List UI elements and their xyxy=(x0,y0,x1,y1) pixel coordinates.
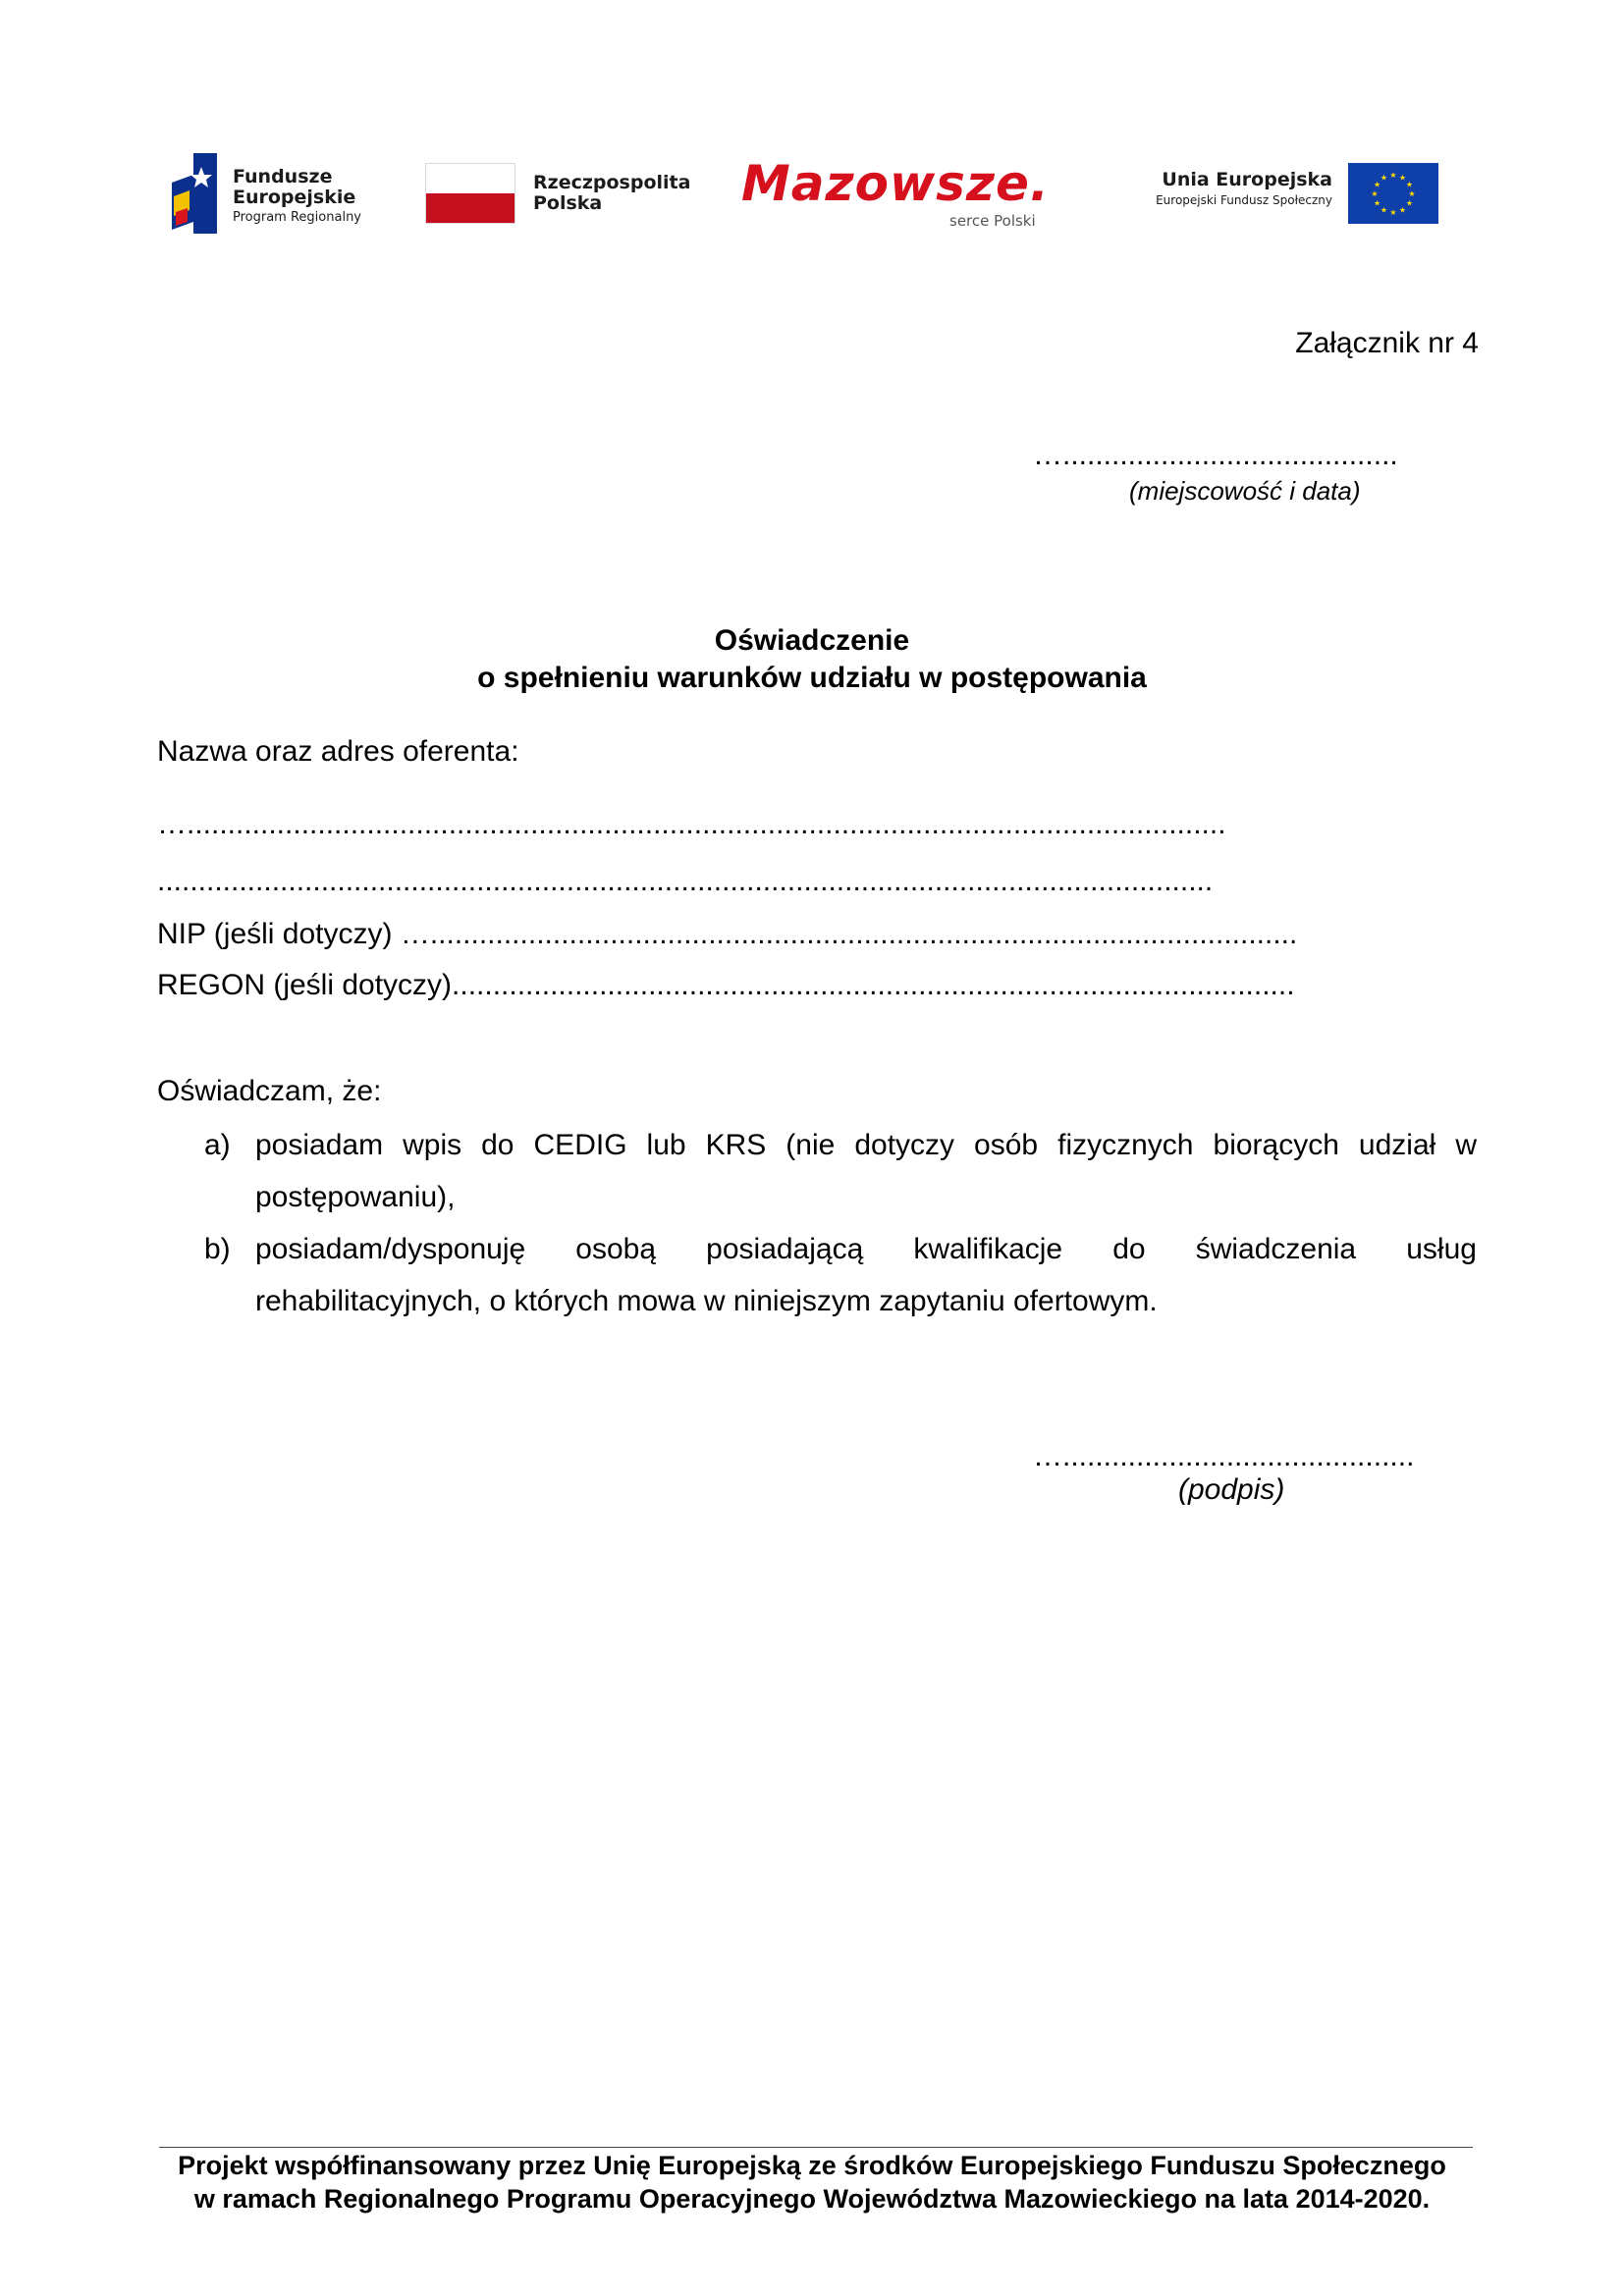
eu-star-icon: ★ xyxy=(1371,189,1379,198)
eu-star-icon: ★ xyxy=(1389,208,1397,217)
title-line-2: o spełnieniu warunków udziału w postępowania xyxy=(477,662,1147,694)
eu-star-icon: ★ xyxy=(1373,180,1381,189)
item-b-line-1 xyxy=(255,1223,1477,1275)
ue-line-1: Unia Europejska xyxy=(1162,169,1332,190)
declaration-item-b xyxy=(204,1223,1477,1327)
signature-field: …........................................... xyxy=(1033,1440,1415,1472)
nip-field: NIP (jeśli dotyczy) ….......................................................................................................... xyxy=(157,918,1298,950)
place-date-caption: (miejscowość i data) xyxy=(1129,476,1361,506)
rp-line-2: Polska xyxy=(533,192,603,214)
footer-line-1: Projekt współfinansowany przez Unię Europejską ze środków Europejskiego Funduszu Społecznego xyxy=(178,2151,1446,2180)
eu-star-icon: ★ xyxy=(1398,205,1407,215)
fe-line-2: Europejskie xyxy=(233,187,356,208)
item-b-word: usług xyxy=(1406,1233,1477,1265)
item-b-word: posiadającą xyxy=(706,1233,864,1265)
place-date-field: …......................................... xyxy=(1033,439,1398,471)
offeror-fill-line-1: …............................................................................................................................... xyxy=(157,808,1226,840)
item-b-word: posiadam/dysponuję xyxy=(255,1233,526,1265)
declaration-intro: Oświadczam, że: xyxy=(157,1075,382,1107)
footer-divider xyxy=(159,2147,1473,2148)
declaration-item-a xyxy=(204,1119,1477,1223)
item-b-word: osobą xyxy=(575,1233,657,1265)
fe-line-1: Fundusze xyxy=(233,166,333,187)
eu-star-icon: ★ xyxy=(1405,198,1414,208)
eu-star-icon: ★ xyxy=(1389,171,1397,180)
offeror-fill-line-2: ................................................................................................................................. xyxy=(157,865,1214,897)
fundusze-europejskie-emblem-icon xyxy=(172,153,221,234)
item-b-word: świadczenia xyxy=(1195,1233,1357,1265)
rp-line-1: Rzeczpospolita xyxy=(533,172,691,193)
item-a-marker: a) xyxy=(204,1129,231,1161)
rzeczpospolita-polska-logo xyxy=(425,163,720,232)
footer-line-2: w ramach Regionalnego Programu Operacyjnego Województwa Mazowieckiego na lata 2014-2020. xyxy=(193,2184,1431,2214)
item-b-word: kwalifikacje xyxy=(913,1233,1063,1265)
item-a-text: posiadam wpis do CEDIG lub KRS (nie dotyczy osób fizycznych biorących udział w postępowaniu), xyxy=(255,1129,1477,1213)
fundusze-europejskie-logo xyxy=(172,153,407,234)
unia-europejska-logo xyxy=(1105,163,1438,232)
document-title xyxy=(0,622,1624,697)
eu-flag-icon xyxy=(1348,163,1438,224)
mazowsze-tagline: serce Polski xyxy=(949,212,1036,230)
annex-number: Załącznik nr 4 xyxy=(1295,327,1479,359)
item-b-marker: b) xyxy=(204,1233,231,1265)
signature-caption: (podpis) xyxy=(1178,1473,1285,1506)
eu-star-icon: ★ xyxy=(1405,180,1414,189)
eu-star-icon: ★ xyxy=(1398,173,1407,183)
mazowsze-wordmark: Mazowsze. xyxy=(741,155,1050,212)
offeror-name-label: Nazwa oraz adres oferenta: xyxy=(157,735,519,768)
item-b-line-2: rehabilitacyjnych, o których mowa w niniejszym zapytaniu ofertowym. xyxy=(255,1285,1158,1317)
eu-star-icon: ★ xyxy=(1373,198,1381,208)
eu-star-icon: ★ xyxy=(1380,205,1388,215)
mazowsze-logo xyxy=(741,155,1065,238)
regon-field: REGON (jeśli dotyczy)....................................................................................................... xyxy=(157,969,1295,1001)
footer xyxy=(0,2149,1624,2216)
logo-band xyxy=(162,149,1438,238)
title-line-1: Oświadczenie xyxy=(714,624,910,657)
fe-line-3: Program Regionalny xyxy=(233,210,361,225)
ue-line-2: Europejski Fundusz Społeczny xyxy=(1156,193,1332,207)
polish-flag-icon xyxy=(425,163,515,224)
item-b-word: do xyxy=(1112,1233,1146,1265)
eu-star-icon: ★ xyxy=(1380,173,1388,183)
eu-star-icon: ★ xyxy=(1408,189,1416,198)
